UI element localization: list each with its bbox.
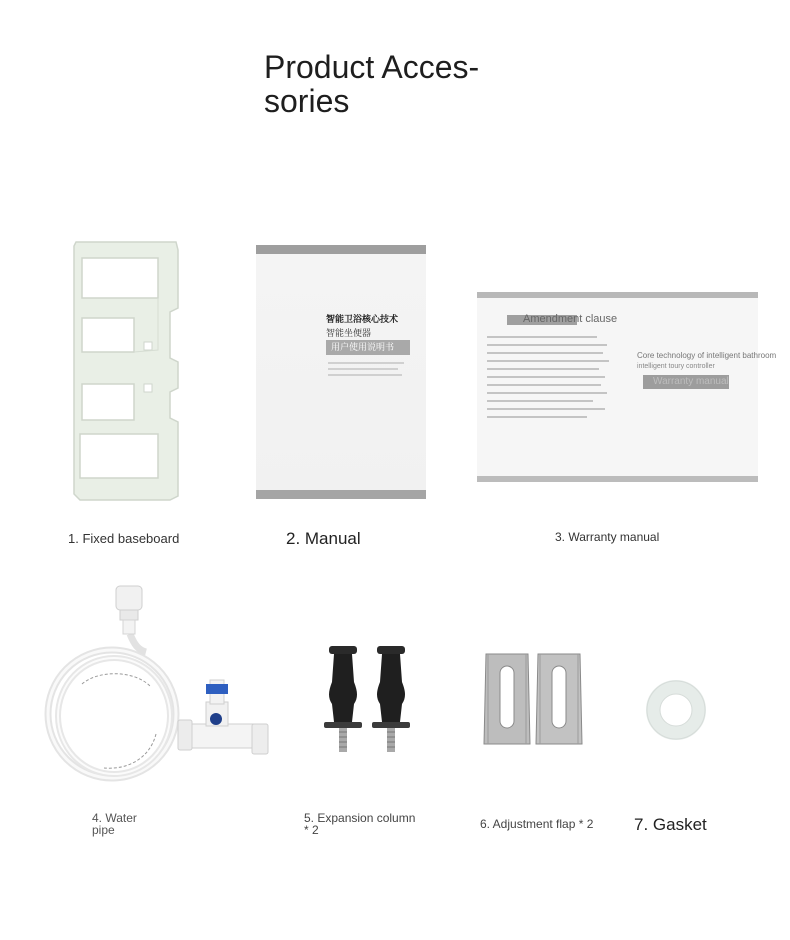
- manual-heading: 智能卫浴核心技术: [326, 314, 399, 324]
- page-title-line-1: Product Acces-: [264, 49, 480, 85]
- expansion-column-left: [324, 646, 362, 752]
- adjustment-flap-right: [536, 654, 582, 744]
- warranty-text-line: [487, 368, 599, 370]
- caption-adjustment-flap: 6. Adjustment flap * 2: [480, 817, 594, 831]
- warranty-controller: intelligent toury controller: [637, 363, 715, 370]
- caption-expansion-column-line-2: * 2: [304, 823, 319, 837]
- caption-water-pipe-line-1: 4. Water: [92, 811, 137, 825]
- warranty-core-tech: Core technology of intelligent bathroom: [637, 351, 777, 360]
- page-title: [264, 50, 524, 118]
- warranty-text-line: [487, 336, 597, 338]
- water-pipe-image: [38, 574, 270, 792]
- warranty-text-line: [487, 416, 587, 418]
- caption-water-pipe-line-2: pipe: [92, 823, 115, 837]
- warranty-text-line: [487, 384, 601, 386]
- manual-subheading: 智能坐便器: [326, 328, 372, 338]
- warranty-text-line: [487, 344, 607, 346]
- caption-gasket: 7. Gasket: [634, 815, 707, 834]
- warranty-text-line: [487, 392, 607, 394]
- warranty-amendment: Amendment clause: [523, 313, 618, 325]
- caption-expansion-column: [304, 812, 415, 836]
- caption-warranty-manual: 3. Warranty manual: [555, 530, 660, 544]
- warranty-text-line: [487, 408, 605, 410]
- manual-text-line: [328, 374, 402, 376]
- warranty-text-line: [487, 352, 603, 354]
- warranty-sheet: [477, 292, 777, 482]
- caption-manual: 2. Manual: [286, 529, 361, 548]
- caption-water-pipe: [92, 812, 137, 836]
- page-title-line-2: sories: [264, 83, 350, 119]
- manual-booklet: [256, 245, 426, 499]
- manual-text-line: [328, 368, 398, 370]
- manual-text-line: [328, 362, 404, 364]
- caption-expansion-column-line-1: 5. Expansion column: [304, 811, 416, 825]
- gasket-image: [646, 680, 706, 740]
- adjustment-flap-image: [482, 650, 588, 748]
- warranty-text-line: [487, 376, 605, 378]
- warranty-manual-label: Warranty manual: [653, 376, 729, 387]
- expansion-column-image: [318, 642, 418, 758]
- warranty-text-line: [487, 400, 593, 402]
- fixed-baseboard-image: [68, 238, 182, 502]
- adjustment-flap-left: [484, 654, 530, 744]
- manual-label: 用户使用说明书: [326, 340, 410, 355]
- caption-fixed-baseboard: 1. Fixed baseboard: [68, 531, 180, 546]
- warranty-text-line: [487, 360, 609, 362]
- expansion-column-right: [372, 646, 410, 752]
